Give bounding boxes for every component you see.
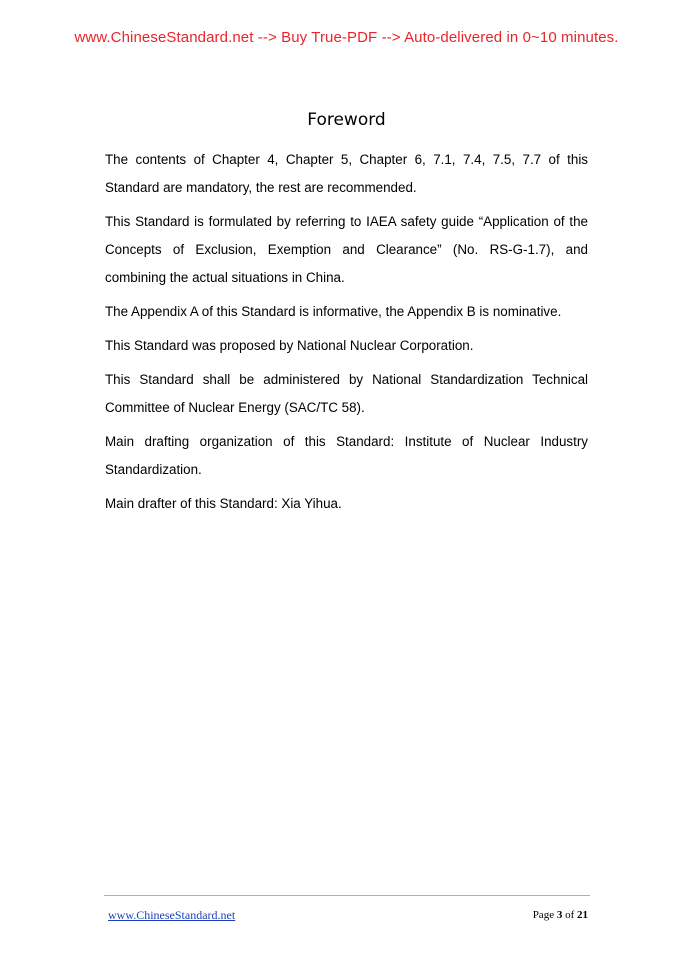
paragraph-proposed-by: This Standard was proposed by National Nuclear Corporation.	[105, 338, 474, 353]
page-current: 3	[556, 909, 563, 921]
footer-divider	[104, 895, 590, 896]
paragraph-appendix: The Appendix A of this Standard is informative, the Appendix B is nominative.	[105, 304, 562, 319]
page-label: Page	[532, 909, 555, 921]
page-number	[533, 909, 588, 921]
page-title: Foreword	[307, 110, 386, 130]
promo-banner[interactable]: www.ChineseStandard.net --> Buy True-PDF --> Auto-delivered in 0~10 minutes.	[74, 29, 619, 46]
page-total: 21	[577, 909, 588, 921]
page-of-label: of	[565, 909, 575, 921]
paragraph-drafter: Main drafter of this Standard: Xia Yihua.	[105, 496, 342, 511]
paragraph-drafting-organization: Main drafting organization of this Standard: Institute of Nuclear Industry Standardization.	[105, 434, 588, 477]
paragraph-iaea-reference: This Standard is formulated by referring to IAEA safety guide “Application of the Concepts of Exclusion, Exemption and Clearance” (No. RS-G-1.7), and combining the actual situations in China.	[105, 214, 588, 285]
paragraph-administered-by: This Standard shall be administered by National Standardization Technical Committee of Nuclear Energy (SAC/TC 58).	[105, 372, 588, 415]
paragraph-mandatory-contents: The contents of Chapter 4, Chapter 5, Chapter 6, 7.1, 7.4, 7.5, 7.7 of this Standard are mandatory, the rest are recommended.	[105, 152, 588, 195]
document-body	[105, 146, 588, 524]
footer-website-link[interactable]: www.ChineseStandard.net	[108, 908, 236, 922]
